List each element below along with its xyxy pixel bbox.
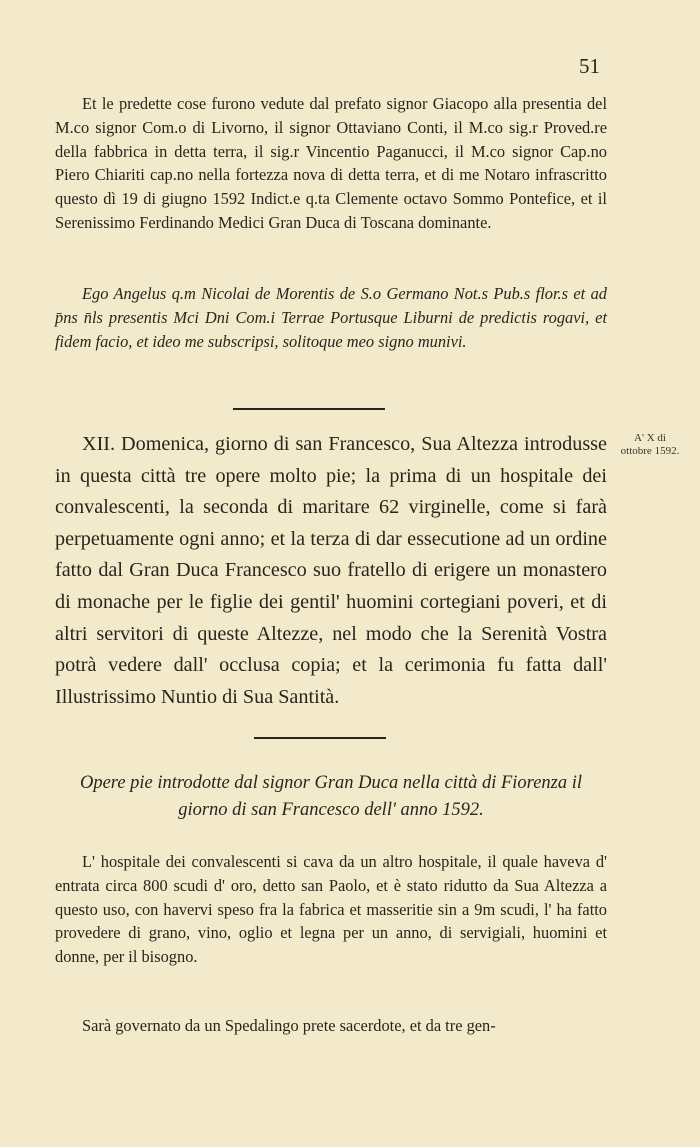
section-heading: Opere pie introdotte dal signor Gran Duca nella città di Fiorenza il giorno di san Francesco dell' anno 1592. xyxy=(79,773,583,820)
margin-note-date: A' X di ottobre 1592. xyxy=(620,432,680,457)
paragraph-governance: Sarà governato da un Spedalingo prete sacerdote, et da tre gen- xyxy=(82,1016,496,1035)
paragraph-hospital: L' hospitale dei convalescenti si cava da un altro hospitale, il quale haveva d' entrata circa 800 scudi d' oro, detto san Paolo, et è stato ridutto da Sua Altezza a questo uso, con havervi speso fra la fabrica et masseritie sin a 9m scudi, l' ha fatto provedere di grano, vino, oglio et legna per un anno, di servigiali, huomini et donne, per il bisogno. xyxy=(55,852,607,967)
page-number: 51 xyxy=(579,54,600,78)
paragraph-section-xii: XII. Domenica, giorno di san Francesco, Sua Altezza introdusse in questa città tre opere molto pie; la prima di un hospitale dei convalescenti, la seconda di maritare 62 virginelle, come si farà perpetuamente ogni anno; et la terza di dar essecutione ad un ordine fatto dal Gran Duca Francesco suo fratello di erigere un monastero di monache per le figlie dei gentil' huomini cortegiani poveri, et di altri servitori di queste Altezze, nel modo che la Serenità Vostra potrà vedere dall' occlusa copia; et la cerimonia fu fatta dall' Illustrissimo Nuntio di Sua Santità. xyxy=(55,433,607,708)
paragraph-notary-signature: Ego Angelus q.m Nicolai de Morentis de S.o Germano Not.s Pub.s flor.s et ad p̄ns n̄ls presentis Mci Dni Com.i Terrae Portusque Liburni de predictis rogavi, et fidem facio, et ideo me subscripsi, solitoque meo signo munivi. xyxy=(55,284,607,351)
paragraph-witnesses: Et le predette cose furono vedute dal prefato signor Giacopo alla presentia del M.co signor Com.o di Livorno, il signor Ottaviano Conti, il M.co sig.r Proved.re della fabbrica in detta terra, il sig.r Vincentio Paganucci, il M.co signor Cap.no Piero Chiariti cap.no nella fortezza nova di detta terra, et di me Notaro infrascritto questo dì 19 di giugno 1592 Indict.e q.ta Clemente octavo Sommo Pontefice, et il Serenissimo Ferdinando Medici Gran Duca di Toscana dominante. xyxy=(55,94,607,232)
divider-rule-2 xyxy=(254,737,386,739)
divider-rule-1 xyxy=(233,408,385,410)
